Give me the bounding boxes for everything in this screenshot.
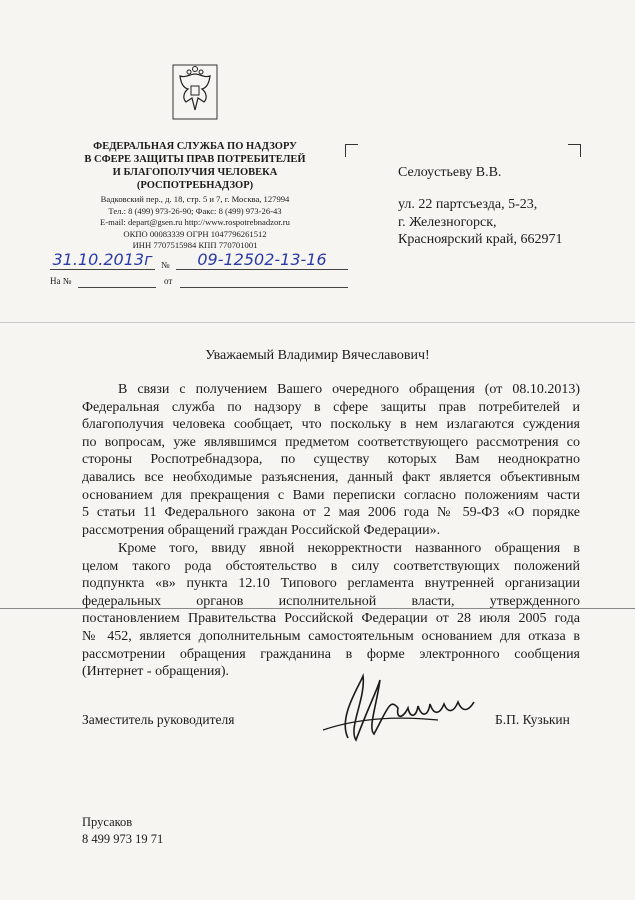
greeting: Уважаемый Владимир Вячеславович! — [205, 348, 430, 363]
reply-from-label: от — [164, 276, 173, 286]
executor-info — [82, 814, 163, 848]
executor-name: Прусаков — [82, 815, 133, 829]
fold-line — [0, 608, 635, 609]
org-line: (РОСПОТРЕБНАДЗОР) — [136, 180, 254, 191]
sender-address — [50, 194, 340, 252]
text-line: по вопросам, уже являвшимся предметом соответствующего рассмотрения со — [82, 434, 580, 450]
text-line: рассмотрения обращений граждан Российской Федерации». — [82, 522, 441, 538]
address-line: Тел.: 8 (499) 973-26-90; Факс: 8 (499) 973-26-43 — [108, 205, 282, 216]
recipient-address-line: г. Железногорск, — [398, 214, 497, 230]
fold-line — [0, 322, 635, 323]
recipient-address-line: Красноярский край, 662971 — [398, 232, 563, 247]
executor-phone: 8 499 973 19 71 — [82, 832, 164, 846]
text-line: 5 статьи 11 Федерального закона от 2 мая 2006 года № 59-ФЗ «О порядке — [82, 505, 580, 521]
text-line: подпункта «в» пункта 12.10 Типового регламента внутренней организации — [82, 576, 580, 592]
text-line: благополучия человека сообщает, что поскольку в нем излагаются суждения — [82, 417, 580, 433]
handwritten-date: 31.10.2013г — [50, 250, 155, 270]
org-line: В СФЕРЕ ЗАЩИТЫ ПРАВ ПОТРЕБИТЕЛЕЙ — [84, 154, 306, 165]
reply-from-line — [180, 287, 348, 288]
handwritten-signature — [318, 668, 488, 748]
sender-organization — [50, 140, 340, 192]
body-paragraph-2 — [82, 540, 580, 681]
address-line: E-mail: depart@gsen.ru http://www.rospotrebnadzor.ru — [100, 217, 290, 227]
address-corner-mark — [568, 144, 581, 157]
address-line: Вадковский пер., д. 18, стр. 5 и 7, г. Москва, 127994 — [100, 194, 290, 204]
reply-number-line — [78, 287, 156, 288]
text-line: основанием для прекращения с Вами переписки согласно положениям части — [82, 487, 580, 503]
text-line: Кроме того, ввиду явной некорректности названного обращения в — [118, 541, 580, 556]
text-line: целом такого рода обстоятельство в силу соответствующих положений — [82, 558, 580, 574]
number-label: № — [161, 260, 170, 270]
signatory-name: Б.П. Кузькин — [495, 712, 570, 727]
address-corner-mark — [345, 144, 358, 157]
text-line: В связи с получением Вашего очередного обращения (от 08.10.2013) — [118, 382, 580, 397]
coat-of-arms-emblem-icon — [172, 64, 218, 120]
text-line: (Интернет - обращения). — [82, 664, 229, 680]
text-line: федеральных органов исполнительной власти, утвержденного — [82, 593, 580, 609]
handwritten-number: 09-12502-13-16 — [176, 250, 348, 270]
address-line: ОКПО 00083339 ОГРН 1047796261512 — [123, 228, 267, 239]
text-line: давались все необходимые разъяснения, данный факт является объективным — [82, 469, 580, 485]
address-line: ИНН 7707515984 КПП 770701001 — [132, 240, 258, 250]
text-line: стороны Роспотребнадзора, по существу которых Вам неоднократно — [82, 452, 580, 468]
text-line: Федеральная служба по надзору в сфере защиты прав потребителей и — [82, 399, 580, 415]
signatory-position: Заместитель руководителя — [82, 712, 235, 727]
org-line: И БЛАГОПОЛУЧИЯ ЧЕЛОВЕКА — [112, 167, 278, 178]
recipient-name: Селоустьеву В.В. — [398, 165, 502, 180]
org-line: ФЕДЕРАЛЬНАЯ СЛУЖБА ПО НАДЗОРУ — [93, 141, 297, 152]
text-line: № 452, является дополнительным самостоятельным основанием для отказа в — [82, 628, 580, 644]
recipient-address — [398, 196, 562, 249]
recipient-address-line: ул. 22 партсъезда, 5-23, — [398, 197, 538, 212]
reply-number-label: На № — [50, 276, 72, 286]
body-paragraph-1 — [82, 381, 580, 539]
text-line: рассмотрении обращения гражданина в форме электронного сообщения — [82, 646, 580, 662]
text-line: постановлением Правительства Российской Федерации от 28 июля 2005 года — [82, 611, 580, 627]
